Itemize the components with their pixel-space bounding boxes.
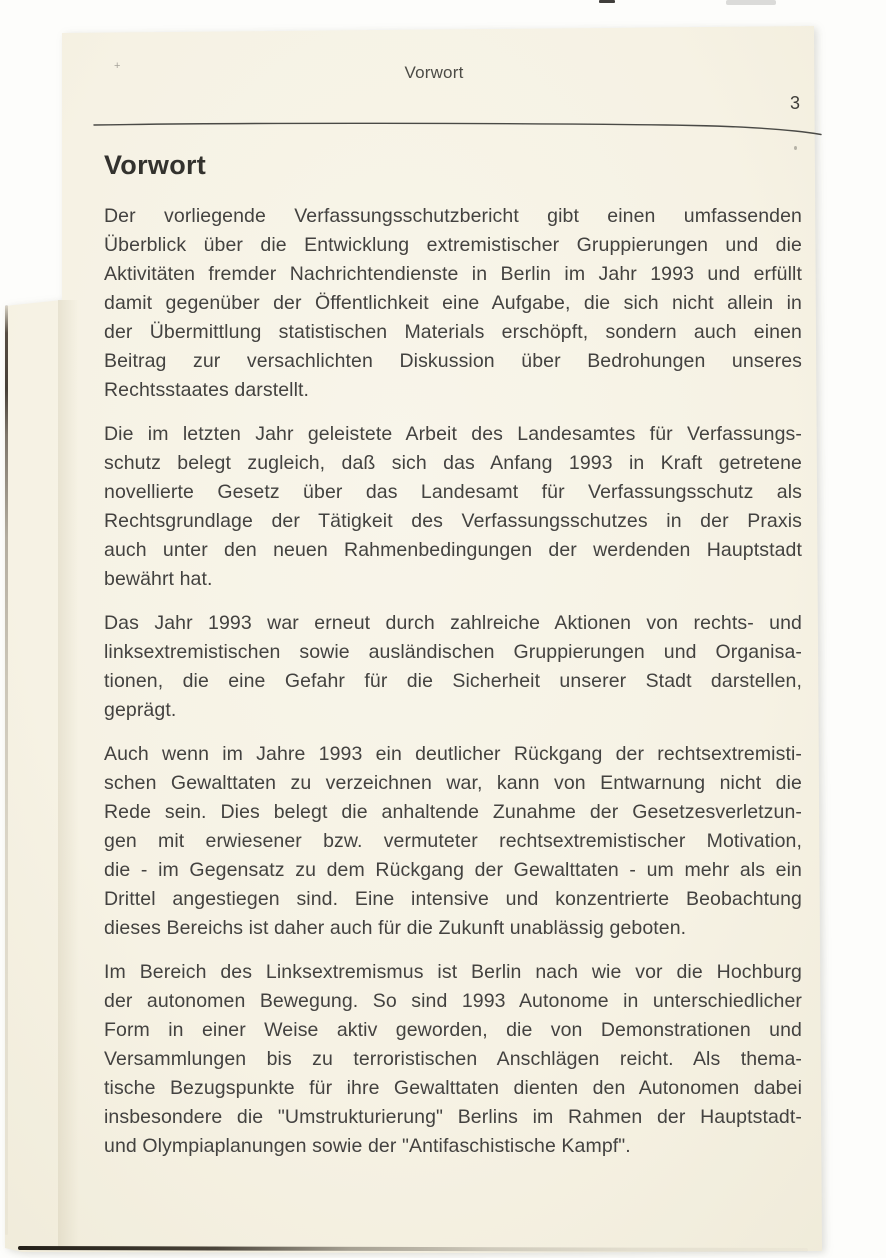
paragraph	[104, 958, 802, 1161]
text-line: linksextremistischen sowie ausländischen Gruppierungen und Organisa-	[104, 641, 802, 663]
text-line: Der vorliegende Verfassungsschutzbericht gibt einen umfassenden	[104, 205, 802, 227]
page-crease-shadow	[58, 300, 84, 1250]
text-line: Auch wenn im Jahre 1993 ein deutlicher Rückgang der rechtsextremisti-	[104, 743, 802, 765]
text-line: damit gegenüber der Öffentlichkeit eine Aufgabe, die sich nicht allein in	[104, 292, 802, 314]
text-line: Rechtsgrundlage der Tätigkeit des Verfassungsschutzes in der Praxis	[104, 510, 802, 532]
header-rule	[91, 117, 823, 139]
text-line: Im Bereich des Linksextremismus ist Berlin nach wie vor die Hochburg	[104, 961, 802, 983]
text-line: Versammlungen bis zu terroristischen Anschlägen reicht. Als thema-	[104, 1048, 802, 1070]
text-line: schutz belegt zugleich, daß sich das Anfang 1993 in Kraft getretene	[104, 452, 802, 474]
top-scan-speck-dark	[599, 0, 615, 3]
text-line: der autonomen Bewegung. So sind 1993 Autonome in unterschiedlicher	[104, 990, 802, 1012]
text-line: dieses Bereichs ist daher auch für die Zukunft unablässig geboten.	[104, 917, 687, 939]
text-line: auch unter den neuen Rahmenbedingungen der werdenden Hauptstadt	[104, 539, 802, 561]
text-line: bewährt hat.	[104, 568, 213, 590]
top-scan-speck-gray	[726, 0, 776, 5]
left-page-edge-artifact	[5, 305, 8, 1235]
paragraph	[104, 420, 802, 594]
text-line: Die im letzten Jahr geleistete Arbeit des Landesamtes für Verfassungs-	[104, 423, 802, 445]
text-line: Das Jahr 1993 war erneut durch zahlreiche Aktionen von rechts- und	[104, 612, 802, 634]
text-line: schen Gewalttaten zu verzeichnen war, kann von Entwarnung nicht die	[104, 772, 802, 794]
text-line: tionen, die eine Gefahr für die Sicherheit unserer Stadt darstellen,	[104, 670, 802, 692]
text-line: insbesondere die "Umstrukturierung" Berlins im Rahmen der Hauptstadt-	[104, 1106, 802, 1128]
body-text	[104, 202, 802, 1176]
dot-artifact	[794, 146, 797, 150]
text-line: tische Bezugspunkte für ihre Gewalttaten dienten den Autonomen dabei	[104, 1077, 802, 1099]
text-line: Rede sein. Dies belegt die anhaltende Zunahme der Gesetzesverletzun-	[104, 801, 802, 823]
text-line: und Olympiaplanungen sowie der "Antifaschistische Kampf".	[104, 1135, 631, 1157]
text-line: Form in einer Weise aktiv geworden, die von Demonstrationen und	[104, 1019, 802, 1041]
page-number: 3	[789, 93, 800, 113]
text-line: Aktivitäten fremder Nachrichtendienste in Berlin im Jahr 1993 und erfüllt	[104, 263, 802, 285]
paragraph	[104, 202, 802, 405]
running-header-title: Vorwort	[404, 63, 464, 82]
text-line: gen mit erwiesener bzw. vermuteter rechtsextremistischer Motivation,	[104, 830, 802, 852]
text-line: Drittel angestiegen sind. Eine intensive und konzentrierte Beobachtung	[104, 888, 802, 910]
text-line: novellierte Gesetz über das Landesamt für Verfassungsschutz als	[104, 481, 802, 503]
text-line: Überblick über die Entwicklung extremistischer Gruppierungen und die	[104, 234, 802, 256]
paragraph	[104, 609, 802, 725]
paragraph	[104, 740, 802, 943]
text-line: geprägt.	[104, 699, 177, 721]
text-line: Beitrag zur versachlichten Diskussion über Bedrohungen unseres	[104, 350, 802, 372]
text-line: die - im Gegensatz zu dem Rückgang der Gewalttaten - um mehr als ein	[104, 859, 802, 881]
text-line: der Übermittlung statistischen Materials erschöpft, sondern auch einen	[104, 321, 802, 343]
document-title: Vorwort	[104, 150, 207, 180]
plus-mark-artifact: +	[114, 60, 121, 72]
text-line: Rechtsstaates darstellt.	[104, 379, 310, 401]
